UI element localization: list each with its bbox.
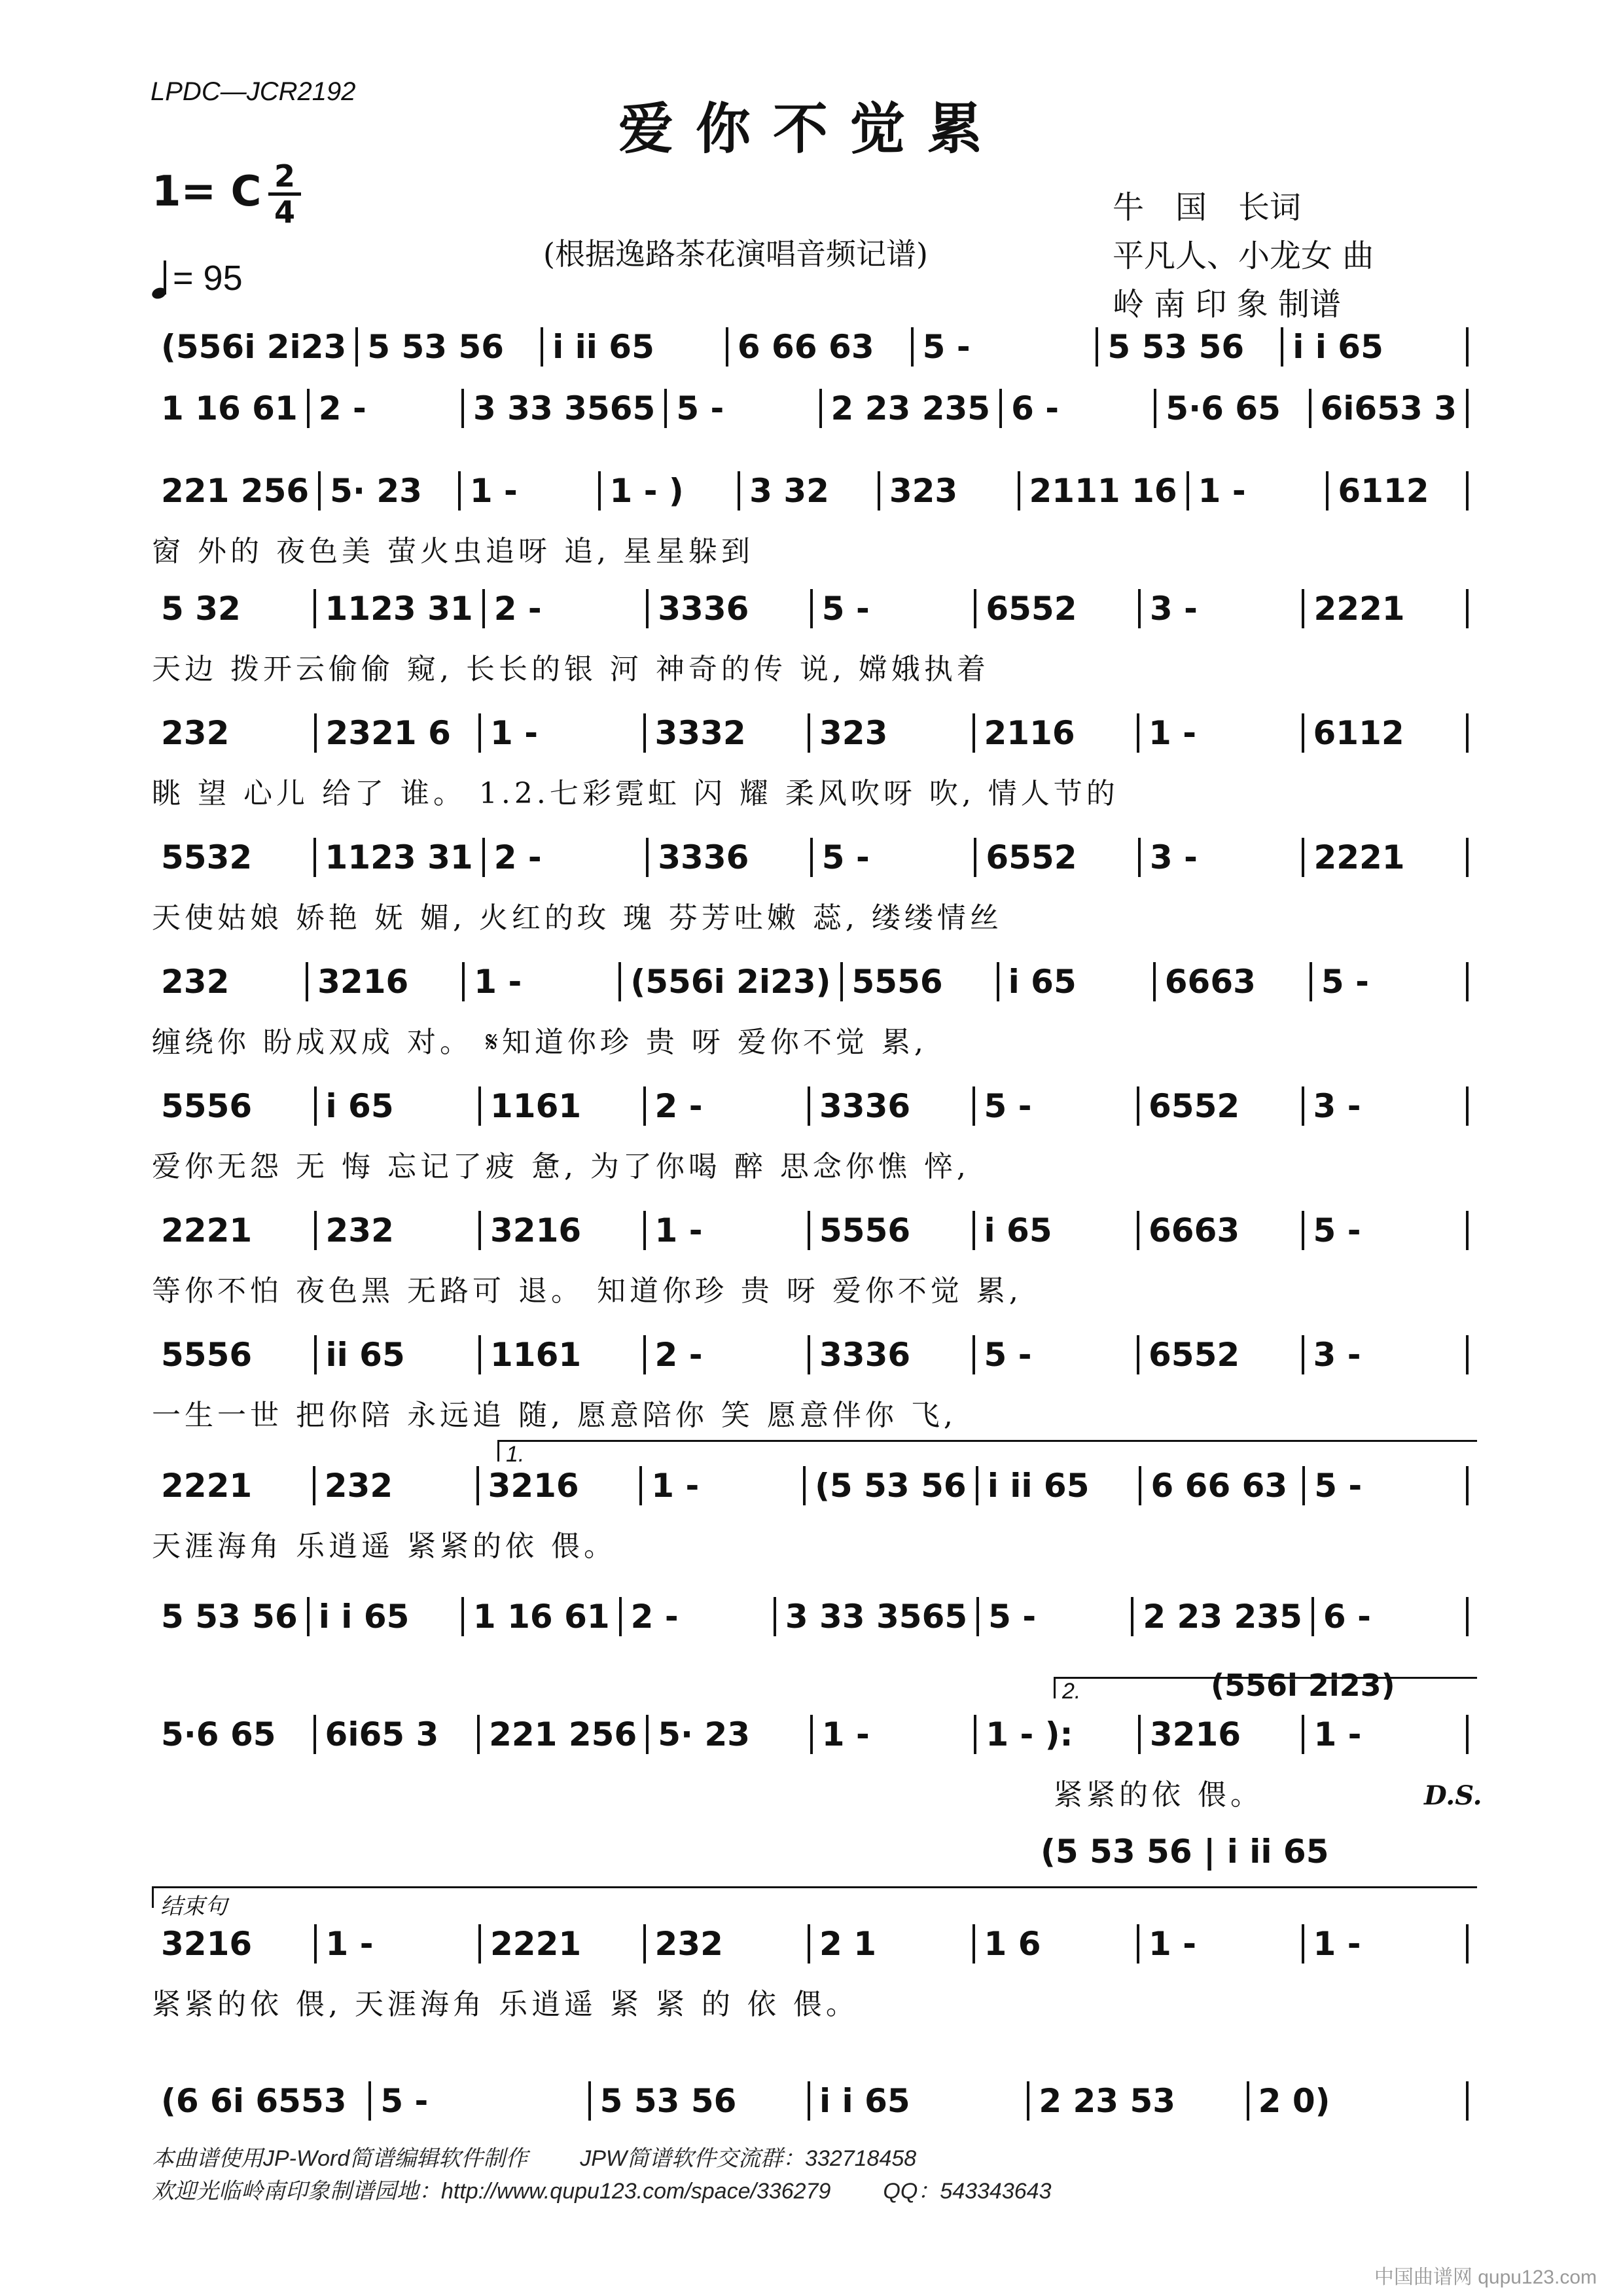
measure: 1 - [481,713,646,753]
measure: 2 - [646,1086,811,1126]
footer-line-2 [152,2173,1103,2205]
measure: 2 - [485,589,649,628]
measure: i ii 65 [978,1466,1142,1505]
measure: 5 - [914,327,1099,367]
measure: 1123 31 [316,838,485,877]
footer-qq: QQ：543343643 [883,2179,1052,2204]
measure: 3 33 3565 [464,389,667,428]
measure: 2116 [975,713,1140,753]
measure: 5 - [1304,1211,1469,1250]
measure: 3216 [479,1466,643,1505]
measure: 1 - [642,1466,806,1505]
measure: 5 53 56 [358,327,543,367]
measure: 323 [810,713,975,753]
lyric-line: 一生一世 把你陪 永远追 随, 愿意陪你 笑 愿意伴你 飞, [152,1399,957,1432]
measure: 5 53 56 [591,2081,810,2121]
measure: 2 23 53 [1029,2081,1249,2121]
lyric-line: 等你不怕 夜色黑 无路可 退。 知道你珍 贵 呀 爱你不觉 累, [152,1274,1022,1308]
staff-row [152,1924,1469,1964]
measure: 6 - [1002,389,1156,428]
measure: 6663 [1156,962,1312,1001]
measure: 1 - [317,1924,482,1964]
measure: 3 32 [740,471,880,511]
measure: i i 65 [1283,327,1469,367]
staff-row [152,327,1469,367]
staff-row [152,962,1469,1001]
measure: 6552 [976,838,1141,877]
staff-row [152,838,1469,877]
tempo-marking [152,258,243,298]
staff-row [152,1466,1469,1505]
measure: 5 - [813,589,977,628]
staff-row [152,589,1469,628]
measure: 1 - [1189,471,1329,511]
measure: 2221 [1304,589,1469,628]
measure: 232 [152,962,308,1001]
measure: 3216 [308,962,465,1001]
measure: 232 [152,713,317,753]
measure: 2221 [1304,838,1469,877]
measure: 3216 [152,1924,317,1964]
measure: 5· 23 [321,471,461,511]
measure: 5556 [810,1211,975,1250]
lyric-line: 紧紧的依 偎。 [1054,1778,1263,1812]
measure: 1123 31 [316,589,485,628]
footer-software: 本曲谱使用JP-Word简谱编辑软件制作 [152,2146,528,2171]
score-code: LPDC—JCR2192 [151,77,356,106]
measure: 1 - [813,1715,977,1754]
time-signature [268,158,301,230]
measure: 5 53 56 [152,1597,310,1636]
footer-site-link[interactable]: 欢迎光临岭南印象制谱园地：http://www.qupu123.com/space/336279 [152,2179,831,2204]
staff-row [152,1335,1469,1374]
source-note: (根据逸路茶花演唱音频记谱) [543,236,928,272]
site-watermark-logo: 中国曲谱网 qupu123.com [1374,2267,1597,2288]
measure: 3332 [646,713,811,753]
measure: 5 32 [152,589,316,628]
measure: 2 - [485,838,649,877]
measure: 2 23 235 [822,389,1003,428]
lyric-line: 天涯海角 乐逍遥 紧紧的依 偎。 [152,1530,616,1563]
measure: 232 [315,1466,479,1505]
measure: 5 - [979,1597,1133,1636]
credit-transcriber: 岭 南 印 象 制谱 [1113,286,1342,323]
measure: 2 23 235 [1133,1597,1314,1636]
measure: 221 256 [152,471,321,511]
measure: 6 66 63 [1141,1466,1305,1505]
lyric-line: 天使姑娘 娇艳 妩 媚, 火红的玫 瑰 芬芳吐嫩 蕊, 缕缕情丝 [152,901,1003,935]
credit-lyricist: 牛 国 长词 [1113,189,1302,226]
volta-2-intro: (556i 2i23) [1211,1668,1395,1703]
dal-segno-mark: D.S. [1424,1780,1482,1811]
measure: i i 65 [810,2081,1029,2121]
footer-group: JPW简谱软件交流群：332718458 [580,2146,917,2171]
coda-bracket: 结束句 [152,1886,1477,1908]
measure: 1 - [1139,1924,1304,1964]
measure: 5 - [371,2081,590,2121]
volta-2-bracket: 2. [1054,1677,1477,1698]
measure: 6552 [1139,1335,1304,1374]
lyric-line: 窗 外的 夜色美 萤火虫追呀 追, 星星躲到 [152,535,754,568]
lyric-line: 眺 望 心儿 给了 谁。 1.2.七彩霓虹 闪 耀 柔风吹呀 吹, 情人节的 [152,777,1119,810]
measure: 1 16 61 [464,1597,622,1636]
measure: 2 1 [810,1924,975,1964]
measure: 1 - ) [601,471,741,511]
lyric-line: 紧紧的依 偎, 天涯海角 乐逍遥 紧 紧 的 依 偎。 [152,1988,859,2021]
measure: 323 [880,471,1020,511]
staff-row [152,389,1469,428]
measure: 3 - [1141,838,1305,877]
measure: i 65 [975,1211,1140,1250]
measure: 1 6 [975,1924,1140,1964]
measure: i 65 [999,962,1156,1001]
measure: ii 65 [317,1335,482,1374]
time-signature-bottom: 4 [274,194,295,230]
page-title: 爱你不觉累 [618,96,1005,161]
measure: 232 [646,1924,811,1964]
staff-row [152,2081,1469,2121]
tempo-value: = 95 [173,259,243,298]
credit-composer: 平凡人、小龙女 曲 [1113,238,1374,274]
measure: 6i65 3 [316,1715,480,1754]
measure: 3216 [481,1211,646,1250]
measure: 5·6 65 [152,1715,316,1754]
staff-row [152,1597,1469,1636]
measure: 2111 16 [1020,471,1189,511]
measure: (556i 2i23 [152,327,358,367]
measure: 5556 [152,1335,317,1374]
lyric-line: 缠绕你 盼成双成 对。 𝄋知道你珍 贵 呀 爱你不觉 累, [152,1026,927,1059]
measure: 5·6 65 [1156,389,1311,428]
time-signature-top: 2 [274,158,295,194]
measure: 1 - [465,962,621,1001]
measure: 1 - [1304,1715,1469,1754]
measure: 2221 [481,1924,646,1964]
measure: 221 256 [480,1715,649,1754]
measure: 5 - [813,838,977,877]
staff-row [152,1086,1469,1126]
measure: 5· 23 [649,1715,813,1754]
quarter-note-icon [152,259,168,298]
measure: 1161 [481,1086,646,1126]
measure: 6 66 63 [728,327,914,367]
measure: 5 - [975,1086,1140,1126]
measure: 3336 [649,589,813,628]
measure: 2221 [152,1466,315,1505]
measure: 5 - [667,389,821,428]
measure: 1 - ): [976,1715,1141,1754]
staff-row [152,1715,1469,1754]
measure: 3336 [810,1086,975,1126]
measure: 6552 [976,589,1141,628]
measure: 3 - [1141,589,1305,628]
measure: 1 - [1139,713,1304,753]
measure: (5 53 56 [806,1466,978,1505]
measure: (556i 2i23) [621,962,842,1001]
measure: 3 - [1304,1086,1469,1126]
staff-row [152,713,1469,753]
measure: 1 - [1304,1924,1469,1964]
measure: 3 - [1304,1335,1469,1374]
measure: 3336 [649,838,813,877]
lyric-line: 天边 拨开云偷偷 窥, 长长的银 河 神奇的传 说, 嫦娥执着 [152,653,990,686]
staff-row [152,1211,1469,1250]
measure: 5556 [152,1086,317,1126]
measure: 3 33 3565 [776,1597,979,1636]
lyric-line: 爱你无怨 无 悔 忘记了疲 惫, 为了你喝 醉 思念你憔 悴, [152,1150,970,1183]
measure: 2 - [646,1335,811,1374]
measure: 6112 [1329,471,1469,511]
measure: 6 - [1314,1597,1469,1636]
measure: 5 - [1312,962,1469,1001]
measure: 5 - [975,1335,1140,1374]
key-signature: 1= C [152,168,262,216]
measure: 2 0) [1249,2081,1469,2121]
measure: 1 16 61 [152,389,310,428]
measure: 6552 [1139,1086,1304,1126]
measure: 1 - [646,1211,811,1250]
measure: 5532 [152,838,316,877]
measure: 5 - [1305,1466,1469,1505]
measure: 6663 [1139,1211,1304,1250]
measure: i 65 [317,1086,482,1126]
measure: 232 [317,1211,482,1250]
staff-row [152,471,1469,511]
measure: 1 - [461,471,601,511]
measure: i ii 65 [543,327,728,367]
measure: 5556 [843,962,999,1001]
measure: 2 - [310,389,464,428]
measure: i i 65 [310,1597,464,1636]
measure: 2 - [622,1597,776,1636]
measure: 3336 [810,1335,975,1374]
measure: 2321 6 [317,713,482,753]
volta-1-bracket: 1. [497,1440,1477,1462]
measure: 3216 [1141,1715,1305,1754]
measure: 6112 [1304,713,1469,753]
footer-line-1 [152,2140,969,2172]
measure: 6i653 3 [1311,389,1469,428]
measure: 1161 [481,1335,646,1374]
measure: 2221 [152,1211,317,1250]
measure: 5 53 56 [1098,327,1283,367]
dal-segno-intro: (5 53 56 | i ii 65 [1041,1833,1329,1871]
measure: (6 6i 6553 [152,2081,371,2121]
